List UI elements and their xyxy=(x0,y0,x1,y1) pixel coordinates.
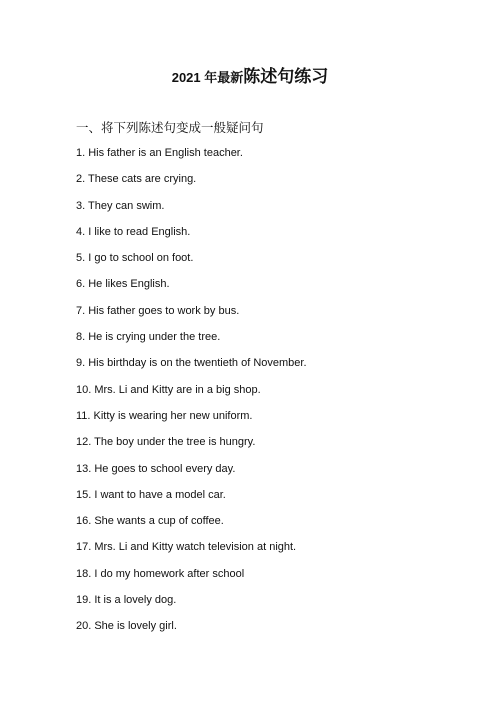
list-item: 16. She wants a cup of coffee. xyxy=(76,515,224,528)
list-item: 10. Mrs. Li and Kitty are in a big shop. xyxy=(76,383,261,396)
list-item: 9. His birthday is on the twentieth of November. xyxy=(76,357,307,370)
title-year-prefix: 2021 年最新 xyxy=(171,70,244,85)
page-title xyxy=(0,62,500,87)
list-item: 5. I go to school on foot. xyxy=(76,252,194,265)
list-item: 12. The boy under the tree is hungry. xyxy=(76,436,256,449)
list-item: 19. It is a lovely dog. xyxy=(76,594,177,607)
list-item: 4. I like to read English. xyxy=(76,225,191,238)
list-item: 17. Mrs. Li and Kitty watch television at night. xyxy=(76,541,297,554)
section-heading: 一、将下列陈述句变成一般疑问句 xyxy=(76,121,264,135)
list-item: 11. Kitty is wearing her new uniform. xyxy=(76,409,253,422)
list-item: 20. She is lovely girl. xyxy=(76,620,177,633)
list-item: 13. He goes to school every day. xyxy=(76,462,236,475)
list-item: 2. These cats are crying. xyxy=(76,173,197,186)
list-item: 7. His father goes to work by bus. xyxy=(76,304,240,317)
list-item: 15. I want to have a model car. xyxy=(76,488,226,501)
list-item: 8. He is crying under the tree. xyxy=(76,331,221,344)
list-item: 18. I do my homework after school xyxy=(76,567,245,580)
list-item: 1. His father is an English teacher. xyxy=(76,147,243,159)
list-item: 6. He likes English. xyxy=(76,278,170,291)
exercise-list xyxy=(76,145,307,645)
list-item: 3. They can swim. xyxy=(76,199,165,212)
title-main-text: 陈述句练习 xyxy=(243,67,329,86)
